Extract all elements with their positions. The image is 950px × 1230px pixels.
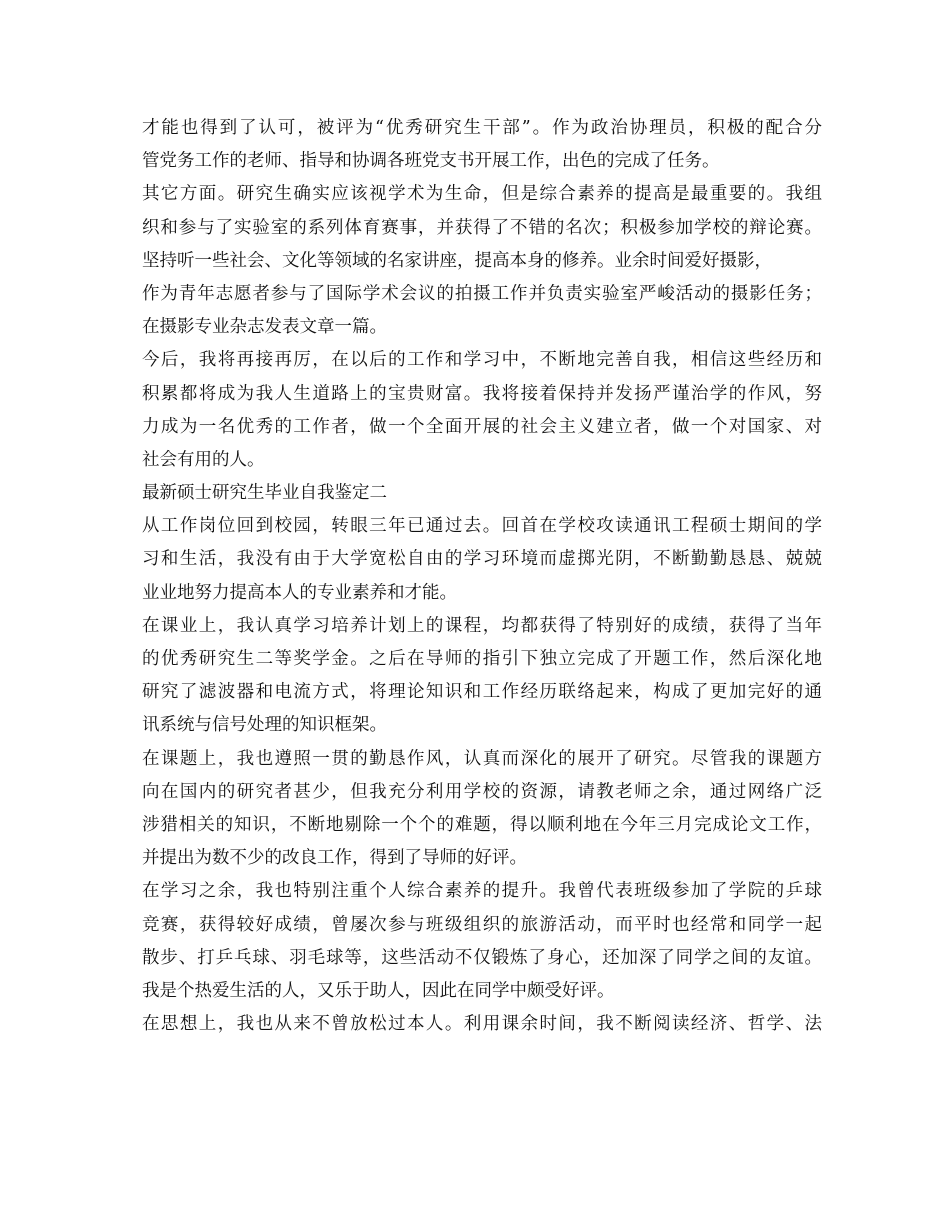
text-line: 其它方面。研究生确实应该视学术为生命，但是综合素养的提高是最重要的。我组 [142, 184, 822, 205]
text-line: 管党务工作的老师、指导和协调各班党支书开展工作，出色的完成了任务。 [142, 151, 720, 172]
text-line: 积累都将成为我人生道路上的宝贵财富。我将接着保持并发扬严谨治学的作风，努 [142, 383, 822, 404]
text-line: 散步、打乒乓球、羽毛球等，这些活动不仅锻炼了身心，还加深了同学之间的友谊。 [142, 947, 822, 968]
text-line: 在思想上，我也从来不曾放松过本人。利用课余时间，我不断阅读经济、哲学、法 [142, 1014, 822, 1035]
text-line: 织和参与了实验室的系列体育赛事，并获得了不错的名次；积极参加学校的辩论赛。 [142, 217, 822, 238]
text-line: 竞赛，获得较好成绩，曾屡次参与班级组织的旅游活动，而平时也经常和同学一起 [142, 914, 822, 935]
text-line: 在摄影专业杂志发表文章一篇。 [142, 317, 387, 338]
text-line: 涉猎相关的知识，不断地剔除一个个的难题，得以顺利地在今年三月完成论文工作， [142, 814, 822, 835]
text-line: 作为青年志愿者参与了国际学术会议的拍摄工作并负责实验室严峻活动的摄影任务； [142, 283, 822, 304]
document-body [142, 112, 822, 1041]
text-line: 今后，我将再接再厉，在以后的工作和学习中，不断地完善自我，相信这些经历和 [142, 350, 822, 371]
text-line: 业业地努力提高本人的专业素养和才能。 [142, 582, 457, 603]
text-line: 向在国内的研究者甚少，但我充分利用学校的资源，请教老师之余，通过网络广泛 [142, 781, 822, 802]
text-line: 才能也得到了认可，被评为“优秀研究生干部”。作为政治协理员，积极的配合分 [142, 118, 822, 138]
text-line: 习和生活，我没有由于大学宽松自由的学习环境而虚掷光阴，不断勤勤恳恳、兢兢 [142, 549, 822, 570]
text-line: 社会有用的人。 [142, 449, 265, 470]
text-line: 坚持听一些社会、文化等领域的名家讲座，提高本身的修养。业余时间爱好摄影， [142, 250, 772, 271]
text-line: 从工作岗位回到校园，转眼三年已通过去。回首在学校攻读通讯工程硕士期间的学 [142, 516, 822, 537]
text-line: 最新硕士研究生毕业自我鉴定二 [142, 483, 387, 504]
text-line: 研究了滤波器和电流方式，将理论知识和工作经历联络起来，构成了更加完好的通 [142, 682, 822, 703]
text-line: 力成为一名优秀的工作者，做一个全面开展的社会主义建立者，做一个对国家、对 [142, 416, 822, 437]
text-line: 的优秀研究生二等奖学金。之后在导师的指引下独立完成了开题工作，然后深化地 [142, 649, 822, 669]
text-line: 并提出为数不少的改良工作，得到了导师的好评。 [142, 848, 527, 869]
text-line: 我是个热爱生活的人，又乐于助人，因此在同学中颇受好评。 [142, 980, 615, 1001]
text-line: 在课题上，我也遵照一贯的勤恳作风，认真而深化的展开了研究。尽管我的课题方 [142, 748, 822, 769]
text-line: 讯系统与信号处理的知识框架。 [142, 715, 387, 736]
text-line: 在课业上，我认真学习培养计划上的课程，均都获得了特别好的成绩，获得了当年 [142, 615, 822, 636]
text-line: 在学习之余，我也特别注重个人综合素养的提升。我曾代表班级参加了学院的乒球 [142, 881, 822, 902]
